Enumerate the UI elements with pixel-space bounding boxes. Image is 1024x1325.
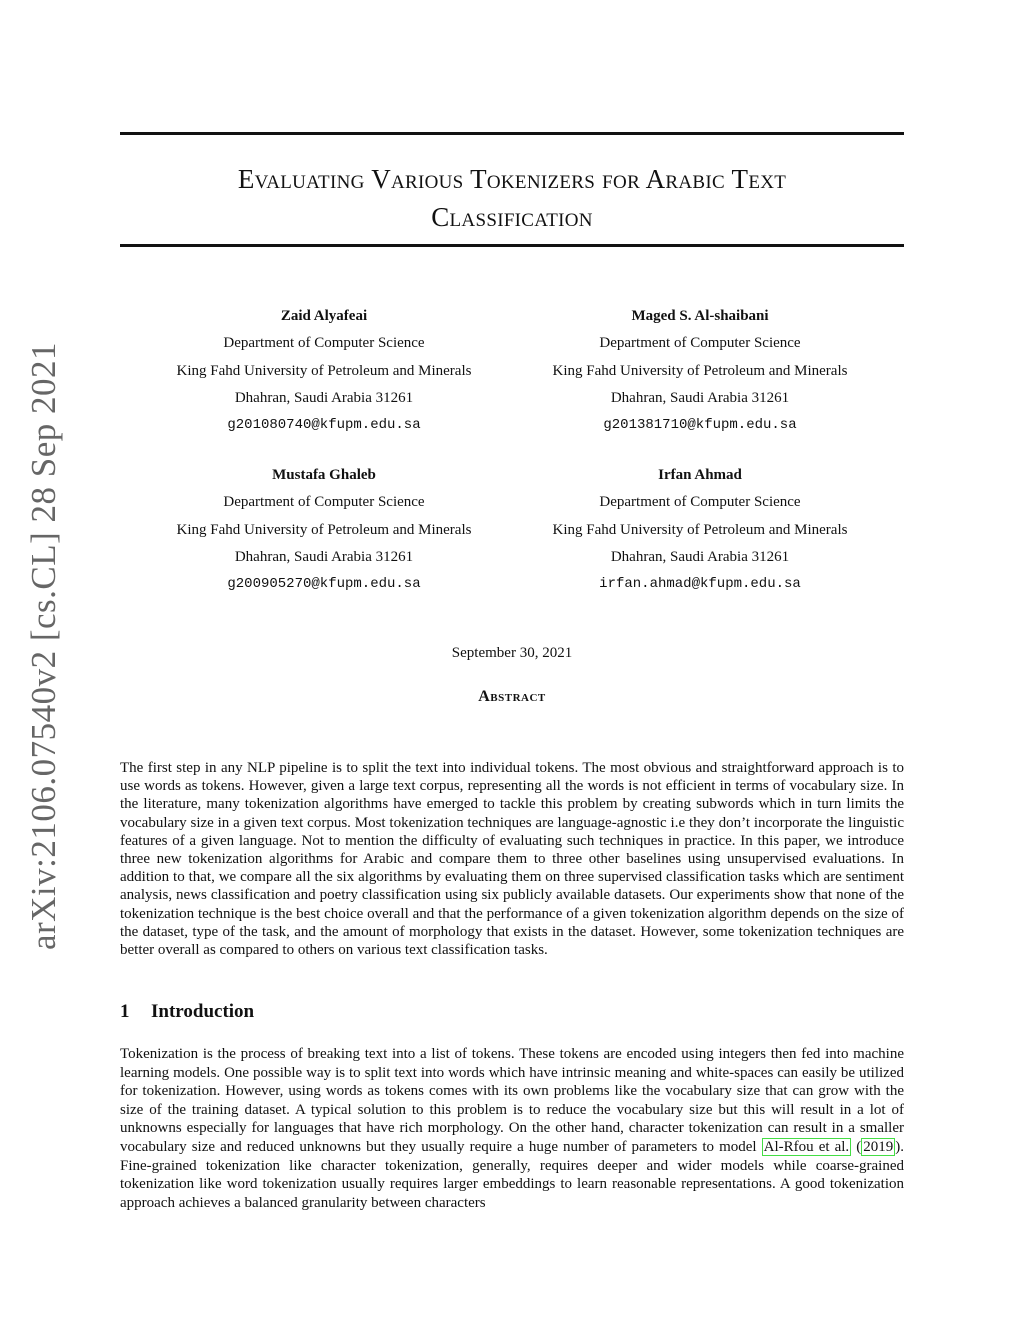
- author-email: g201080740@kfupm.edu.sa: [227, 417, 421, 434]
- author-department: Department of Computer Science: [223, 494, 425, 511]
- author-block-2: [500, 303, 900, 439]
- intro-text-part-1: Tokenization is the process of breaking text into a list of tokens. These tokens are encoded using integers then fed into machine learning models. One possible way is to split text into words which have intrinsic meaning and white-spaces can easily be utilized for tokenization. However, using words as tokens comes with its own problems like the vocabulary size that can grow with the size of the training dataset. A typical solution to this problem is to reduce the vocabulary size but this will result in a lot of unknowns especially for languages that have rich morphology. On the other hand, character tokenization can result in a smaller vocabulary size and reduced unknowns but they usually require a huge number of parameters to model: [120, 1046, 904, 1155]
- author-email: g201381710@kfupm.edu.sa: [603, 417, 797, 434]
- author-city: Dhahran, Saudi Arabia 31261: [610, 389, 790, 406]
- paper-title: [120, 160, 904, 236]
- author-name: Irfan Ahmad: [658, 467, 742, 483]
- section-title: Introduction: [151, 1001, 255, 1022]
- author-name: Maged S. Al-shaibani: [631, 308, 769, 324]
- title-line-1: Evaluating Various Tokenizers for Arabic Text: [237, 164, 787, 194]
- author-name: Mustafa Ghaleb: [272, 467, 376, 483]
- abstract-body: The first step in any NLP pipeline is to split the text into individual tokens. The most obvious and straightforward approach is to use words as tokens. However, given a large text corpus, representing all the words is not efficient in terms of vocabulary size. In the literature, many tokenization algorithms have emerged to tackle this problem by creating subwords which in turn limits the vocabulary size in a given text corpus. Most tokenization techniques are language-agnostic i.e they don’t incorporate the linguistic features of a given language. Not to mention the difficulty of evaluating such techniques in practice. In this paper, we introduce three new tokenization algorithms for Arabic and compare them to three other baselines using unsupervised evaluations. In addition to that, we compare all the six algorithms by evaluating them on three supervised classification tasks which are sentiment analysis, news classification and poetry classification using six publicly available datasets. Our experiments show that none of the tokenization technique is the best choice overall and that the performance of a given tokenization algorithm depends on the size of the dataset, type of the task, and the amount of morphology that exists in the dataset. However, some tokenization techniques are better overall as compared to others on various text classification tasks.: [120, 760, 904, 959]
- citation-open-paren: (: [851, 1138, 862, 1155]
- introduction-paragraph: [120, 1045, 904, 1212]
- author-university: King Fahd University of Petroleum and Minerals: [176, 362, 472, 379]
- section-number: 1: [120, 1001, 130, 1022]
- title-rule-top: [120, 132, 904, 135]
- author-block-3: [124, 462, 524, 598]
- author-university: King Fahd University of Petroleum and Minerals: [552, 362, 848, 379]
- author-email: irfan.ahmad@kfupm.edu.sa: [599, 576, 801, 593]
- author-city: Dhahran, Saudi Arabia 31261: [234, 389, 414, 406]
- abstract-heading: Abstract: [478, 688, 546, 705]
- author-department: Department of Computer Science: [599, 335, 801, 352]
- citation-link-year[interactable]: 2019: [863, 1138, 894, 1155]
- author-block-1: [124, 303, 524, 439]
- author-university: King Fahd University of Petroleum and Minerals: [552, 521, 848, 538]
- author-department: Department of Computer Science: [599, 494, 801, 511]
- title-rule-bottom: [120, 244, 904, 247]
- title-line-2: Classification: [431, 202, 593, 232]
- intro-text-part-2: ). Fine-grained tokenization like character tokenization, generally, requires deeper and wider models while coarse-grained tokenization like word tokenization usually requires larger embeddings to learn reasonable representations. A good tokenization approach achieves a balanced granularity between characters: [120, 1138, 904, 1211]
- author-block-4: [500, 462, 900, 598]
- author-department: Department of Computer Science: [223, 335, 425, 352]
- author-city: Dhahran, Saudi Arabia 31261: [610, 548, 790, 565]
- author-university: King Fahd University of Petroleum and Minerals: [176, 521, 472, 538]
- paper-date: September 30, 2021: [451, 645, 573, 661]
- arxiv-identifier: arXiv:2106.07540v2 [cs.CL] 28 Sep 2021: [24, 341, 63, 951]
- citation-link-author[interactable]: Al-Rfou et al.: [763, 1138, 850, 1155]
- author-name: Zaid Alyafeai: [280, 308, 368, 324]
- author-city: Dhahran, Saudi Arabia 31261: [234, 548, 414, 565]
- section-heading-introduction: [120, 1001, 254, 1023]
- author-email: g200905270@kfupm.edu.sa: [227, 576, 421, 593]
